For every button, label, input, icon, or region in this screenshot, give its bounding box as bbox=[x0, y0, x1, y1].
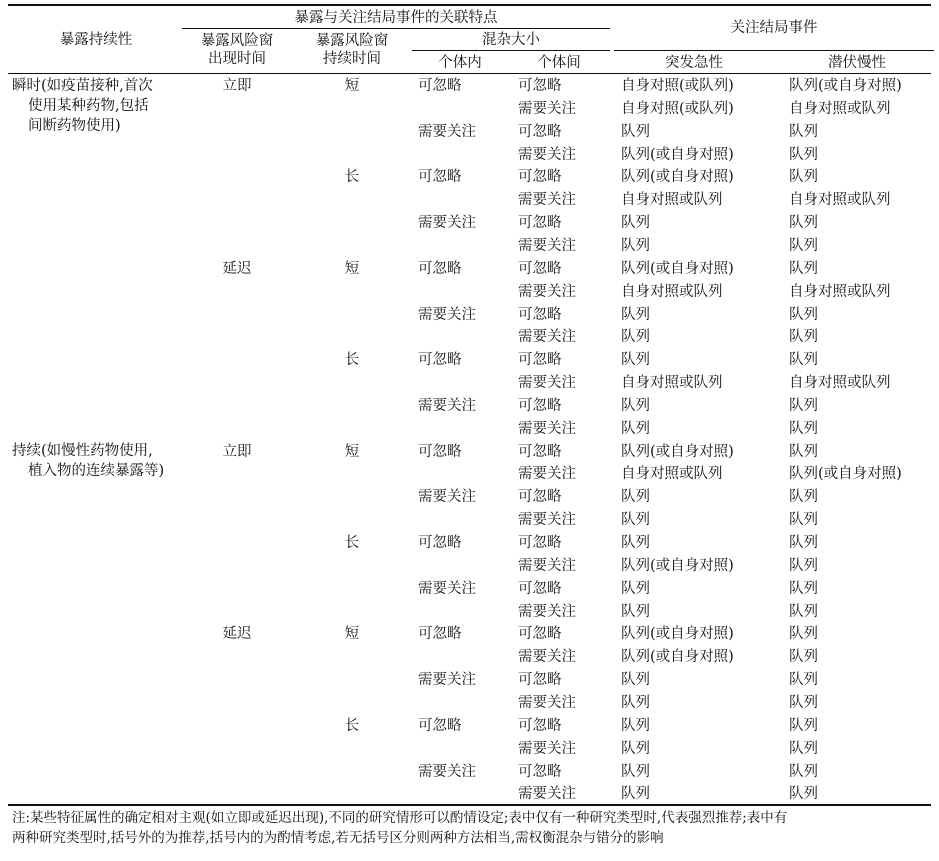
cell-outcome-acute: 队列(或自身对照) bbox=[621, 169, 734, 186]
cell-outcome-acute: 队列 bbox=[621, 672, 650, 689]
cell-confounding-within: 需要关注 bbox=[418, 763, 476, 780]
cell-outcome-acute: 队列 bbox=[621, 786, 650, 803]
cell-outcome-acute: 自身对照或队列 bbox=[621, 466, 723, 483]
cell-outcome-latent: 队列 bbox=[789, 169, 818, 186]
cell-outcome-acute: 队列 bbox=[621, 740, 650, 757]
cell-confounding-within: 需要关注 bbox=[418, 306, 476, 323]
cell-confounding-between: 可忽略 bbox=[518, 215, 562, 232]
cell-outcome-latent: 队列 bbox=[789, 603, 818, 620]
group-label-continuous-1: 持续(如慢性药物使用, bbox=[12, 443, 153, 459]
cell-confounding-between: 可忽略 bbox=[518, 306, 562, 323]
cell-outcome-acute: 队列 bbox=[621, 535, 650, 551]
cell-outcome-latent: 队列 bbox=[789, 786, 818, 803]
cell-window-duration: 长 bbox=[344, 535, 360, 551]
cell-outcome-latent: 自身对照或队列 bbox=[789, 283, 891, 300]
cell-outcome-acute: 队列 bbox=[621, 123, 650, 140]
header-outcome-underline bbox=[614, 50, 934, 51]
cell-outcome-latent: 队列(或自身对照) bbox=[789, 78, 902, 94]
cell-window-onset: 立即 bbox=[222, 78, 252, 94]
group-label-instant-1: 瞬时(如疫苗接种,首次 bbox=[12, 78, 153, 94]
cell-confounding-between: 需要关注 bbox=[518, 329, 576, 346]
cell-confounding-between: 需要关注 bbox=[518, 420, 576, 437]
cell-outcome-acute: 队列(或自身对照) bbox=[621, 626, 734, 643]
cell-confounding-between: 可忽略 bbox=[518, 672, 562, 689]
cell-outcome-latent: 队列 bbox=[789, 717, 818, 734]
cell-outcome-latent: 队列 bbox=[789, 237, 818, 254]
cell-confounding-between: 需要关注 bbox=[518, 466, 576, 483]
cell-confounding-within: 可忽略 bbox=[418, 443, 462, 460]
cell-outcome-acute: 队列(或自身对照) bbox=[621, 649, 734, 666]
cell-confounding-between: 需要关注 bbox=[518, 649, 576, 666]
cell-confounding-between: 可忽略 bbox=[518, 626, 562, 643]
cell-confounding-within: 可忽略 bbox=[418, 169, 462, 186]
cell-window-duration: 长 bbox=[344, 169, 360, 186]
group-label-instant-3: 间断药物使用) bbox=[28, 118, 121, 134]
header-between: 个体间 bbox=[537, 55, 581, 71]
cell-confounding-within: 需要关注 bbox=[418, 489, 476, 506]
cell-confounding-between: 需要关注 bbox=[518, 512, 576, 529]
cell-outcome-latent: 队列(或自身对照) bbox=[789, 466, 902, 483]
header-association-group: 暴露与关注结局事件的关联特点 bbox=[294, 10, 498, 26]
cell-confounding-between: 可忽略 bbox=[518, 352, 562, 369]
cell-confounding-within: 需要关注 bbox=[418, 580, 476, 597]
cell-outcome-latent: 队列 bbox=[789, 123, 818, 140]
cell-confounding-between: 需要关注 bbox=[518, 283, 576, 300]
cell-outcome-latent: 队列 bbox=[789, 649, 818, 666]
cell-outcome-acute: 队列 bbox=[621, 717, 650, 734]
cell-confounding-between: 可忽略 bbox=[518, 580, 562, 597]
cell-outcome-acute: 队列 bbox=[621, 489, 650, 506]
header-exposure-duration: 暴露持续性 bbox=[59, 32, 133, 48]
cell-outcome-acute: 队列(或自身对照) bbox=[621, 557, 734, 574]
cell-outcome-acute: 自身对照或队列 bbox=[621, 375, 723, 392]
cell-confounding-within: 可忽略 bbox=[418, 260, 462, 277]
cell-window-duration: 短 bbox=[344, 260, 360, 277]
cell-outcome-latent: 队列 bbox=[789, 763, 818, 780]
cell-outcome-latent: 队列 bbox=[789, 580, 818, 597]
cell-window-duration: 长 bbox=[344, 352, 360, 369]
table-note bbox=[12, 808, 932, 848]
cell-confounding-within: 可忽略 bbox=[418, 717, 462, 734]
cell-confounding-between: 需要关注 bbox=[518, 694, 576, 711]
cell-confounding-between: 需要关注 bbox=[518, 557, 576, 574]
header-bottom-rule bbox=[8, 73, 931, 74]
cell-outcome-acute: 队列 bbox=[621, 420, 650, 437]
cell-confounding-between: 需要关注 bbox=[518, 740, 576, 757]
cell-confounding-between: 可忽略 bbox=[518, 169, 562, 186]
cell-outcome-acute: 队列 bbox=[621, 306, 650, 323]
cell-outcome-latent: 队列 bbox=[789, 557, 818, 574]
cell-confounding-within: 需要关注 bbox=[418, 397, 476, 414]
cell-confounding-within: 可忽略 bbox=[418, 78, 462, 94]
header-window-duration-1: 暴露风险窗 bbox=[315, 33, 389, 49]
cell-outcome-acute: 自身对照(或队列) bbox=[621, 100, 734, 117]
header-acute: 突发急性 bbox=[665, 55, 723, 71]
cell-outcome-acute: 队列(或自身对照) bbox=[621, 443, 734, 460]
header-window-duration-2: 持续时间 bbox=[323, 51, 381, 67]
cell-outcome-latent: 队列 bbox=[789, 215, 818, 232]
header-confounding-underline bbox=[412, 50, 610, 51]
cell-outcome-latent: 队列 bbox=[789, 740, 818, 757]
header-within: 个体内 bbox=[438, 55, 482, 71]
cell-outcome-acute: 队列 bbox=[621, 512, 650, 529]
cell-window-onset: 立即 bbox=[222, 443, 252, 460]
cell-confounding-within: 可忽略 bbox=[418, 535, 462, 551]
cell-confounding-between: 可忽略 bbox=[518, 763, 562, 780]
cell-window-duration: 长 bbox=[344, 717, 360, 734]
cell-outcome-latent: 队列 bbox=[789, 694, 818, 711]
cell-confounding-between: 需要关注 bbox=[518, 786, 576, 803]
cell-confounding-between: 可忽略 bbox=[518, 123, 562, 140]
header-outcome-group: 关注结局事件 bbox=[730, 20, 818, 36]
cell-outcome-latent: 队列 bbox=[789, 535, 818, 551]
group-label-instant-2: 使用某种药物,包括 bbox=[28, 98, 149, 114]
cell-outcome-latent: 队列 bbox=[789, 420, 818, 437]
cell-confounding-between: 可忽略 bbox=[518, 78, 562, 94]
cell-outcome-acute: 队列 bbox=[621, 215, 650, 232]
cell-window-onset: 延迟 bbox=[222, 626, 252, 643]
header-latent: 潜伏慢性 bbox=[828, 55, 886, 71]
cell-outcome-latent: 自身对照或队列 bbox=[789, 100, 891, 117]
cell-outcome-latent: 自身对照或队列 bbox=[789, 375, 891, 392]
table-note-line-1: 注:某些特征属性的确定相对主观(如立即或延迟出现),不同的研究情形可以酌情设定;表中仅有一种研究类型时,代表强烈推荐;表中有 bbox=[12, 810, 788, 826]
cell-outcome-acute: 队列 bbox=[621, 237, 650, 254]
cell-confounding-between: 可忽略 bbox=[518, 397, 562, 414]
cell-confounding-between: 需要关注 bbox=[518, 375, 576, 392]
cell-outcome-acute: 自身对照(或队列) bbox=[621, 78, 734, 94]
cell-confounding-between: 需要关注 bbox=[518, 146, 576, 163]
cell-outcome-acute: 队列 bbox=[621, 352, 650, 369]
cell-outcome-latent: 队列 bbox=[789, 352, 818, 369]
header-confounding: 混杂大小 bbox=[482, 32, 540, 48]
cell-outcome-acute: 队列(或自身对照) bbox=[621, 260, 734, 277]
cell-confounding-between: 需要关注 bbox=[518, 237, 576, 254]
header-association-underline bbox=[182, 28, 610, 29]
group-label-continuous-2: 植入物的连续暴露等) bbox=[28, 463, 165, 479]
cell-outcome-acute: 队列 bbox=[621, 397, 650, 414]
cell-confounding-within: 需要关注 bbox=[418, 215, 476, 232]
cell-window-duration: 短 bbox=[344, 443, 360, 460]
cell-outcome-acute: 队列 bbox=[621, 580, 650, 597]
table-bottom-rule bbox=[8, 804, 931, 806]
cell-confounding-between: 可忽略 bbox=[518, 443, 562, 460]
cell-outcome-latent: 自身对照或队列 bbox=[789, 192, 891, 209]
table-top-rule bbox=[8, 4, 931, 6]
cell-confounding-between: 可忽略 bbox=[518, 717, 562, 734]
cell-confounding-within: 需要关注 bbox=[418, 672, 476, 689]
cell-outcome-latent: 队列 bbox=[789, 306, 818, 323]
cell-outcome-latent: 队列 bbox=[789, 672, 818, 689]
cell-outcome-latent: 队列 bbox=[789, 489, 818, 506]
cell-confounding-between: 需要关注 bbox=[518, 192, 576, 209]
cell-outcome-latent: 队列 bbox=[789, 260, 818, 277]
cell-confounding-within: 可忽略 bbox=[418, 626, 462, 643]
cell-confounding-between: 可忽略 bbox=[518, 535, 562, 551]
cell-window-duration: 短 bbox=[344, 78, 360, 94]
cell-confounding-between: 可忽略 bbox=[518, 260, 562, 277]
cell-outcome-acute: 队列 bbox=[621, 763, 650, 780]
cell-confounding-within: 需要关注 bbox=[418, 123, 476, 140]
cell-confounding-between: 需要关注 bbox=[518, 603, 576, 620]
cell-confounding-within: 可忽略 bbox=[418, 352, 462, 369]
header-window-onset-2: 出现时间 bbox=[208, 51, 266, 67]
cell-outcome-latent: 队列 bbox=[789, 397, 818, 414]
cell-outcome-latent: 队列 bbox=[789, 626, 818, 643]
cell-outcome-acute: 自身对照或队列 bbox=[621, 192, 723, 209]
cell-outcome-latent: 队列 bbox=[789, 443, 818, 460]
cell-confounding-between: 可忽略 bbox=[518, 489, 562, 506]
cell-confounding-between: 需要关注 bbox=[518, 100, 576, 117]
cell-outcome-latent: 队列 bbox=[789, 329, 818, 346]
cell-outcome-acute: 自身对照或队列 bbox=[621, 283, 723, 300]
cell-outcome-latent: 队列 bbox=[789, 146, 818, 163]
cell-outcome-latent: 队列 bbox=[789, 512, 818, 529]
cell-window-onset: 延迟 bbox=[222, 260, 252, 277]
cell-outcome-acute: 队列 bbox=[621, 329, 650, 346]
header-window-onset-1: 暴露风险窗 bbox=[200, 33, 274, 49]
cell-outcome-acute: 队列(或自身对照) bbox=[621, 146, 734, 163]
cell-outcome-acute: 队列 bbox=[621, 694, 650, 711]
cell-outcome-acute: 队列 bbox=[621, 603, 650, 620]
cell-window-duration: 短 bbox=[344, 626, 360, 643]
table-note-line-2: 两种研究类型时,括号外的为推荐,括号内的为酌情考虑,若无括号区分则两种方法相当,需权衡混杂与错分的影响 bbox=[12, 830, 664, 846]
